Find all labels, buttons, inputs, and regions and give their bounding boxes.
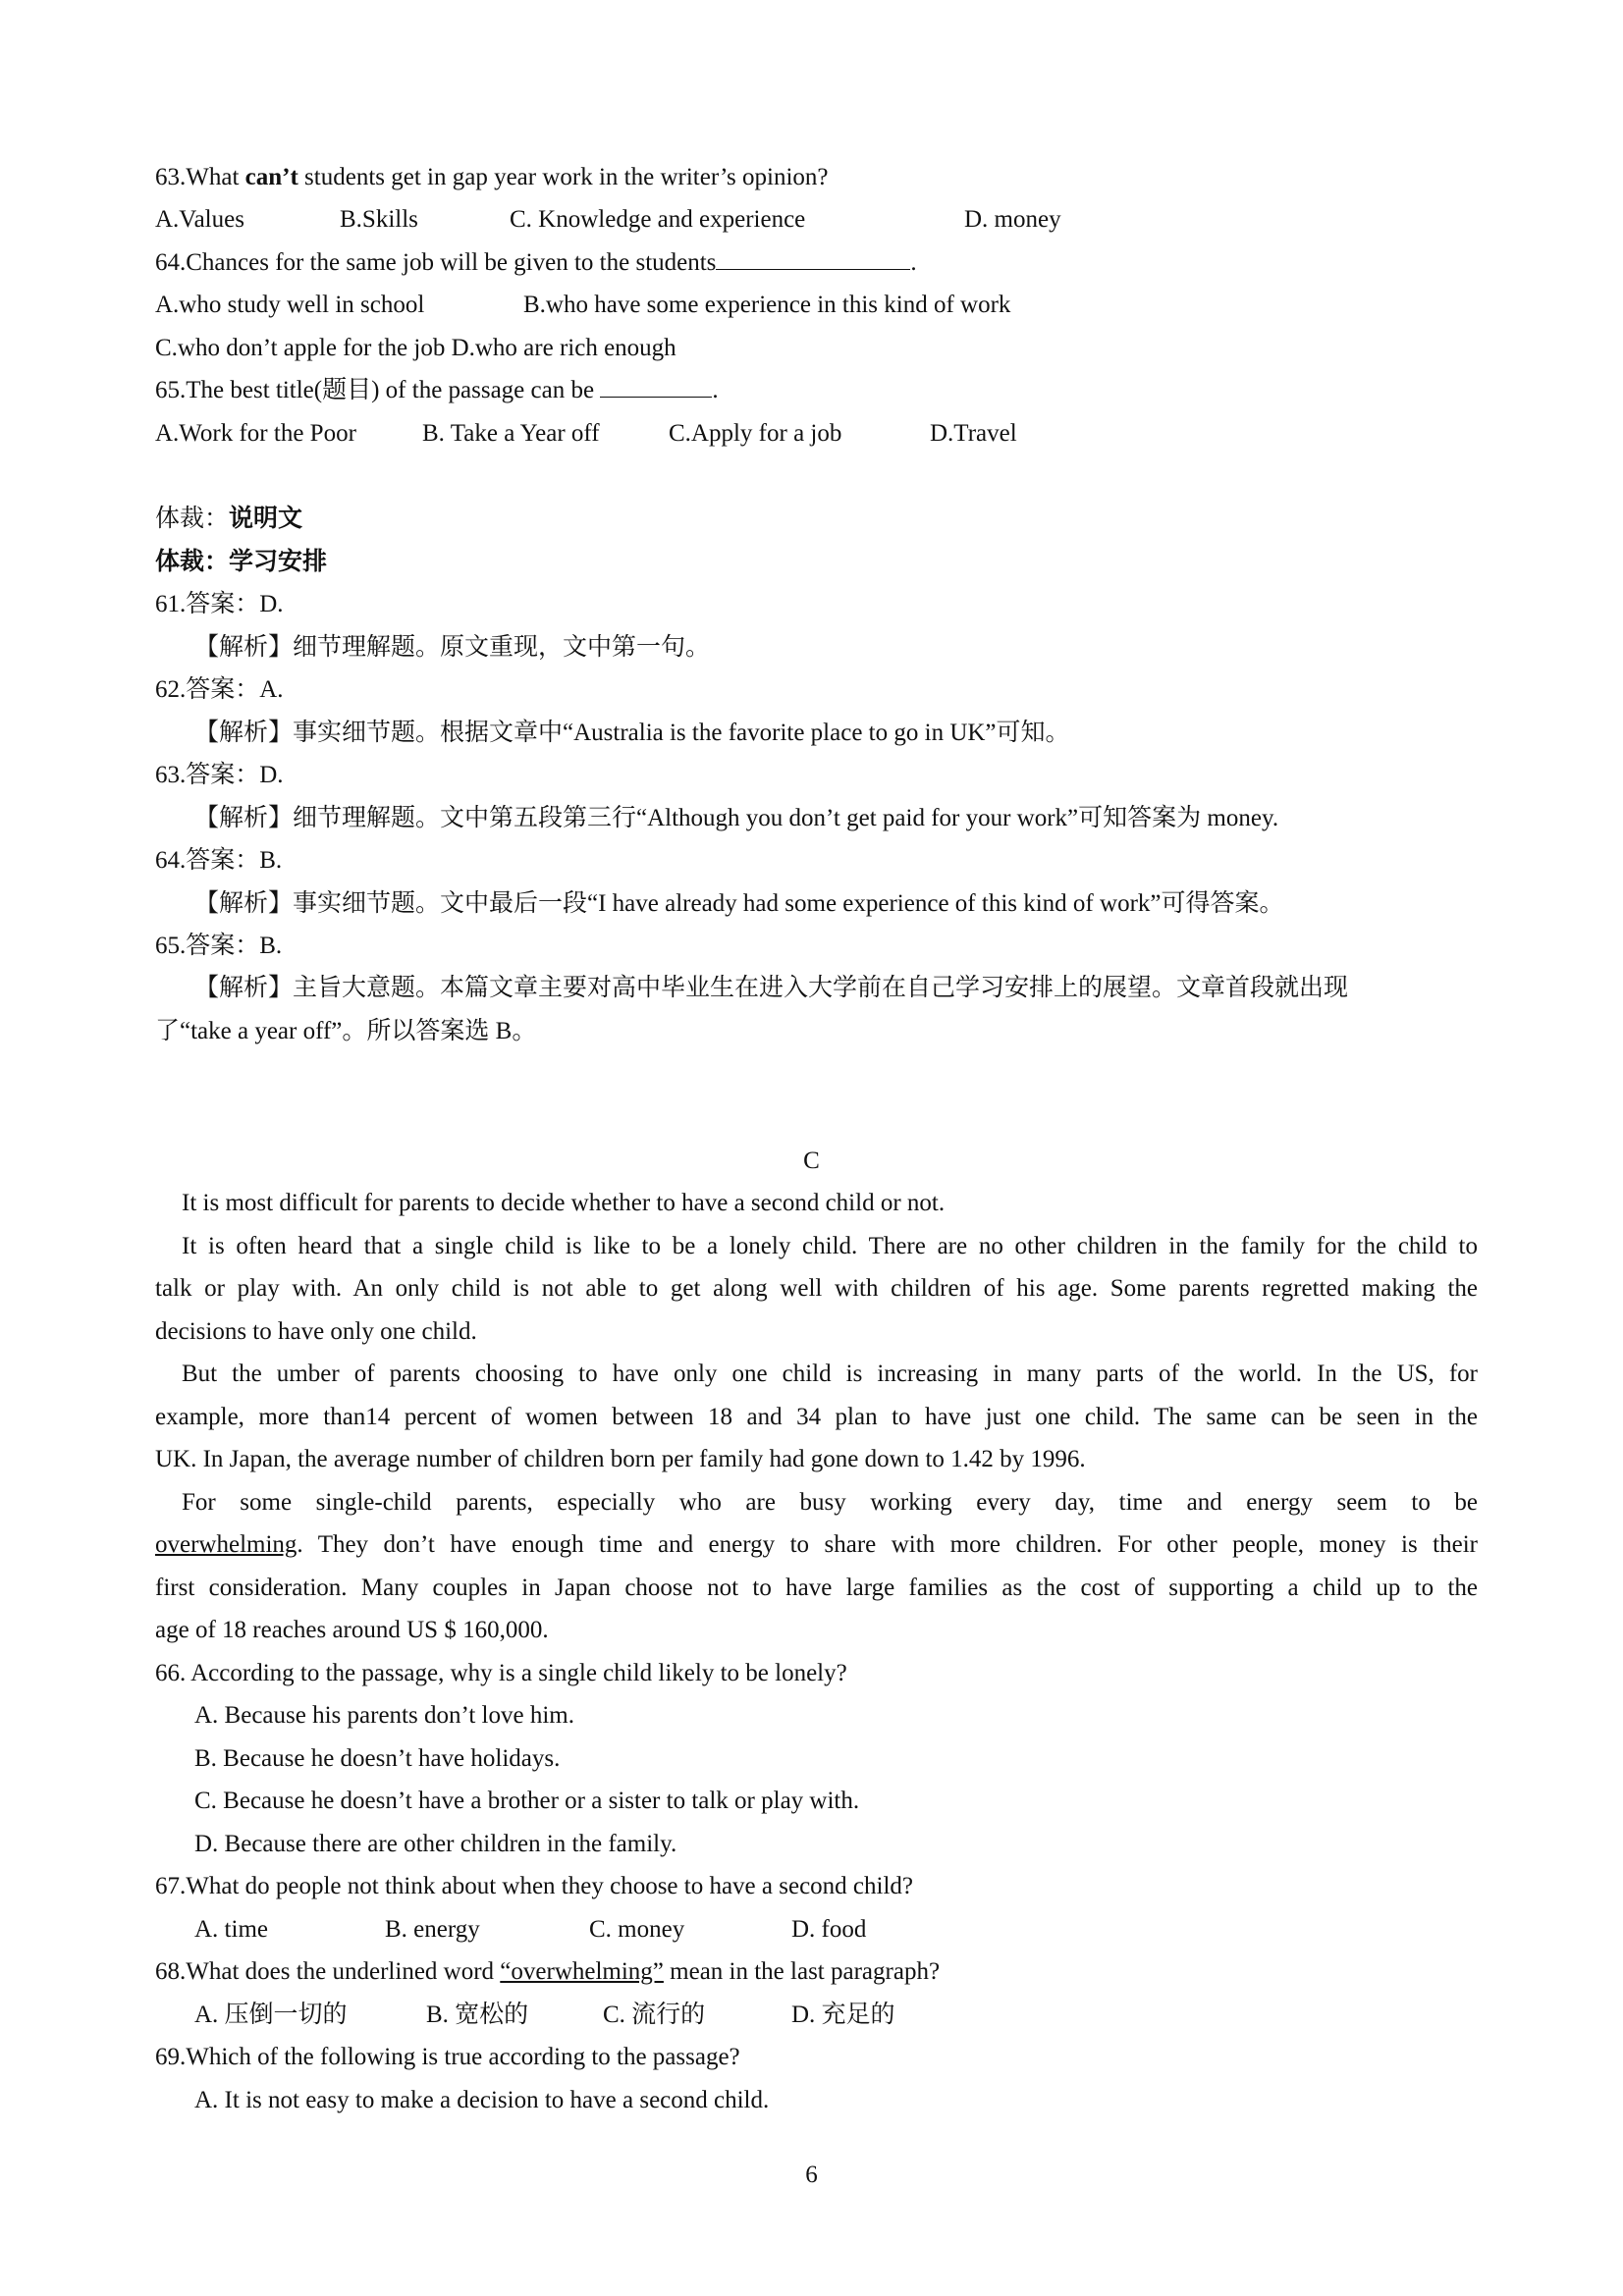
- passage-paragraph-3-line-2: example, more than14 percent of women between 18 and 34 plan to have just one child. The same can be seen in the: [155, 1404, 1478, 1430]
- passage-paragraph-4-line-3: first consideration. Many couples in Japan choose not to have large families as the cost of supporting a child up to the: [155, 1575, 1478, 1601]
- page-number: 6: [805, 2162, 818, 2188]
- q67-stem: 67.What do people not think about when they choose to have a second child?: [155, 1873, 914, 1899]
- q67-option-a: A. time: [194, 1916, 268, 1943]
- answer-64: 64.答案：B.: [155, 847, 283, 874]
- passage-paragraph-2-line-1: It is often heard that a single child is like to be a lonely child. There are no other children in the family for the child to: [182, 1233, 1478, 1259]
- passage-paragraph-4-line-4: age of 18 reaches around US $ 160,000.: [155, 1617, 549, 1643]
- q66-option-c: C. Because he doesn’t have a brother or a sister to talk or play with.: [194, 1788, 860, 1814]
- passage-paragraph-1: It is most difficult for parents to decide whether to have a second child or not.: [182, 1190, 946, 1216]
- q64-options-cd: C.who don’t apple for the job D.who are rich enough: [155, 335, 676, 361]
- q66-option-b: B. Because he doesn’t have holidays.: [194, 1745, 561, 1772]
- q64-option-b: B.who have some experience in this kind of work: [523, 292, 1011, 318]
- q63-option-a: A.Values: [155, 206, 244, 233]
- analysis-63: 【解析】细节理解题。文中第五段第三行“Although you don’t get paid for your work”可知答案为 money.: [194, 805, 1279, 831]
- q67-option-d: D. food: [791, 1916, 867, 1943]
- answer-62: 62.答案：A.: [155, 676, 284, 703]
- answer-blank: [716, 247, 910, 270]
- q63-stem: 63.What can’t students get in gap year work in the writer’s opinion?: [155, 164, 829, 190]
- q63-option-d: D. money: [964, 206, 1061, 233]
- q65-option-d: D.Travel: [930, 420, 1017, 447]
- q63-option-c: C. Knowledge and experience: [510, 206, 806, 233]
- answer-63: 63.答案：D.: [155, 762, 284, 788]
- q68-option-b: B. 宽松的: [426, 2002, 529, 2028]
- q68-option-d: D. 充足的: [791, 2002, 895, 2028]
- passage-paragraph-3-line-1: But the umber of parents choosing to have only one child is increasing in many parts of the world. In the US, for: [182, 1361, 1478, 1387]
- q67-option-b: B. energy: [385, 1916, 480, 1943]
- genre-heading-2: 体裁：学习安排: [155, 549, 328, 575]
- passage-paragraph-2-line-3: decisions to have only one child.: [155, 1318, 477, 1345]
- answer-blank: [600, 375, 712, 398]
- underlined-word: overwhelming: [155, 1531, 298, 1558]
- q68-stem: 68.What does the underlined word “overwhelming” mean in the last paragraph?: [155, 1958, 941, 1985]
- q65-option-c: C.Apply for a job: [669, 420, 842, 447]
- q69-option-a: A. It is not easy to make a decision to have a second child.: [194, 2087, 770, 2113]
- q68-option-c: C. 流行的: [603, 2002, 706, 2028]
- analysis-65: 【解析】主旨大意题。本篇文章主要对高中毕业生在进入大学前在自己学习安排上的展望。文章首段就出现: [194, 975, 1349, 1001]
- q68-option-a: A. 压倒一切的: [194, 2002, 348, 2028]
- passage-paragraph-2-line-2: talk or play with. An only child is not able to get along well with children of his age. Some parents regretted making the: [155, 1275, 1478, 1302]
- answer-61: 61.答案：D.: [155, 591, 284, 617]
- q65-option-b: B. Take a Year off: [422, 420, 600, 447]
- q66-option-a: A. Because his parents don’t love him.: [194, 1702, 574, 1729]
- analysis-61: 【解析】细节理解题。原文重现，文中第一句。: [194, 634, 711, 661]
- analysis-62: 【解析】事实细节题。根据文章中“Australia is the favorite place to go in UK”可知。: [194, 720, 1070, 746]
- passage-paragraph-3-line-3: UK. In Japan, the average number of children born per family had gone down to 1.42 by 1996.: [155, 1446, 1086, 1472]
- section-title: C: [803, 1148, 820, 1174]
- q65-stem: 65.The best title(题目) of the passage can be .: [155, 377, 719, 403]
- q63-option-b: B.Skills: [340, 206, 418, 233]
- q66-stem: 66. According to the passage, why is a single child likely to be lonely?: [155, 1660, 847, 1686]
- answer-65: 65.答案：B.: [155, 933, 283, 959]
- q67-option-c: C. money: [589, 1916, 685, 1943]
- q64-option-a: A.who study well in school: [155, 292, 425, 318]
- analysis-64: 【解析】事实细节题。文中最后一段“I have already had some experience of this kind of work”可得答案。: [194, 890, 1284, 917]
- analysis-65-continued: 了“take a year off”。所以答案选 B。: [155, 1018, 537, 1044]
- q64-stem: 64.Chances for the same job will be given to the students .: [155, 249, 917, 276]
- q69-stem: 69.Which of the following is true according to the passage?: [155, 2044, 740, 2070]
- q65-option-a: A.Work for the Poor: [155, 420, 356, 447]
- passage-paragraph-4-line-2: overwhelming. They don’t have enough time and energy to share with more children. For other people, money is their: [155, 1531, 1478, 1558]
- genre-heading: 体裁：说明文: [155, 506, 303, 532]
- q66-option-d: D. Because there are other children in the family.: [194, 1831, 677, 1857]
- passage-paragraph-4-line-1: For some single-child parents, especially who are busy working every day, time and energy seem to be: [182, 1489, 1478, 1516]
